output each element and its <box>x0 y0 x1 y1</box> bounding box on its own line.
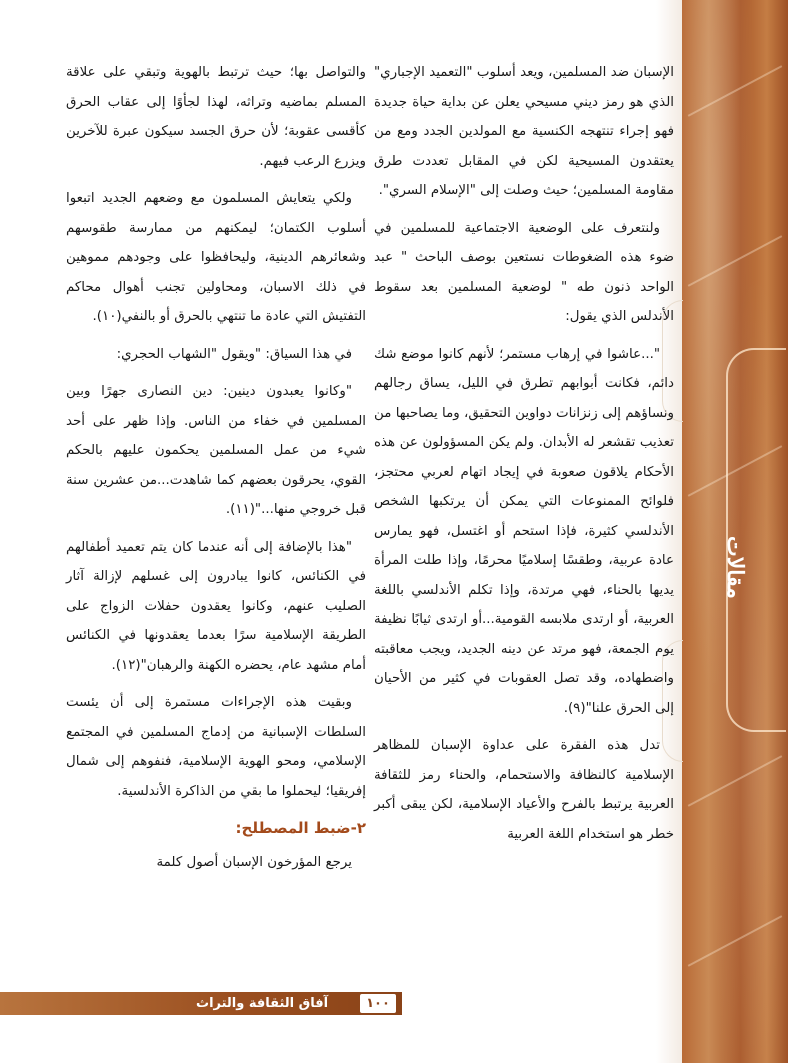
right-text-column <box>374 58 674 857</box>
page-number: ١٠٠ <box>360 994 396 1013</box>
decorative-side-band <box>682 0 788 1063</box>
quote-paragraph: "وكانوا يعبدون دينين: دين النصارى جهرًا وبين المسلمين في خفاء من الناس. وإذا ظهر على أحد شيء من عمل المسلمين يحكمون عليهم بالحكم القوي، يحرقون بعضهم كما شاهدت...من عشرين سنة قبل خروجي منها..."(١١). <box>66 384 366 517</box>
left-text-column <box>66 58 366 885</box>
paragraph: ولكي يتعايش المسلمون مع وضعهم الجديد اتبعوا أسلوب الكتمان؛ ليمكنهم من ممارسة طقوسهم وشعائرهم الدينية، وليحافظوا على وجودهم مموهين في ذلك الاسبان، ومحاولين تجنب أهوال محاكم التفتيش التي عادة ما تنتهي بالحرق أو بالنفي(١٠). <box>66 191 366 324</box>
quote-paragraph: "هذا بالإضافة إلى أنه عندما كان يتم تعميد أطفالهم في الكنائس، كانوا يبادرون إلى غسلهم لإزالة آثار الصليب عنهم، وكانوا يعقدون حفلات الزواج على الطريقة الإسلامية سرًا بعدما يعقدونها في الكنائس أمام مشهد عام، يحضره الكهنة والرهبان"(١٢). <box>66 539 366 673</box>
section-label: مقالات <box>722 535 748 599</box>
paragraph: والتواصل بها؛ حيث ترتبط بالهوية وتبقي على علاقة المسلم بماضيه وتراثه، لهذا لجأوًا إلى عقاب الحرق كأقسى عقوبة؛ لأن حرق الجسد سيكون عبرة للآخرين ويزرع الرعب فيهم. <box>66 65 366 169</box>
magazine-title: آفاق الثقافة والتراث <box>196 996 329 1011</box>
paragraph: ولنتعرف على الوضعية الاجتماعية للمسلمين في ضوء هذه الضغوطات نستعين بوصف الباحث " عبد الواحد ذنون طه " لوضعية المسلمين بعد سقوط الأندلس الذي يقول: <box>374 220 674 324</box>
paragraph: تدل هذه الفقرة على عداوة الإسبان للمظاهر الإسلامية كالنظافة والاستحمام، والحناء رمز للثقافة العربية يرتبط بالفرح والأعياد الإسلامية، لكن يبقى أكبر خطر هو استخدام اللغة العربية <box>374 738 674 842</box>
paragraph: في هذا السياق: "ويقول "الشهاب الحجري: <box>116 346 352 362</box>
section-heading: ٢-ضبط المصطلح: <box>235 819 366 837</box>
paragraph: يرجع المؤرخون الإسبان أصول كلمة <box>156 854 352 870</box>
paragraph: وبقيت هذه الإجراءات مستمرة إلى أن يئست السلطات الإسبانية من إدماج المسلمين في المجتمع الإسلامي، ومحو الهوية الإسلامية، فنفوهم إلى شمال إفريقيا؛ ليحملوا ما بقي من الذاكرة الأندلسية. <box>66 695 366 799</box>
quote-paragraph: "...عاشوا في إرهاب مستمر؛ لأنهم كانوا موضع شك دائم، فكانت أبوابهم تطرق في الليل، يساق رجالهم ونساؤهم إلى زنزانات دواوين التحقيق، وما يصاحبها من تعذيب تقشعر له الأبدان. ولم يكن المسؤولون عن هذه الأحكام يلاقون صعوبة في إيجاد اتهام لعربي محتجز، فلوائح الممنوعات التي يمكن أن يرتكبها الشخص الأندلسي كثيرة، فإذا استحم أو اغتسل، فهو يمارس عادة عربية، وطقسًا إسلاميًا محرمًا، وإذا طلت المرأة يديها بالحناء، فهي مرتدة، وإذا تكلم الأندلسي باللغة العربية، أو ارتدى ملابسه القومية...أو ارتدى ثيابًا نظيفة يوم الجمعة، فهو مرتد عن دينه الجديد، ويجب معاقبته واضطهاده، وقد تصل العقوبات في كثير من الأحيان إلى الحرق علنا"(٩). <box>374 346 674 716</box>
paragraph: الإسبان ضد المسلمين، ويعد أسلوب "التعميد الإجباري" الذي هو رمز ديني مسيحي يعلن عن بداية حياة جديدة فهو إجراء تنتهجه الكنسية مع المولدين الجدد ومع من يعتقدون المسيحية لكن في المقابل تعددت طرق مقاومة المسلمين؛ حيث وصلت إلى "الإسلام السري". <box>374 65 674 198</box>
